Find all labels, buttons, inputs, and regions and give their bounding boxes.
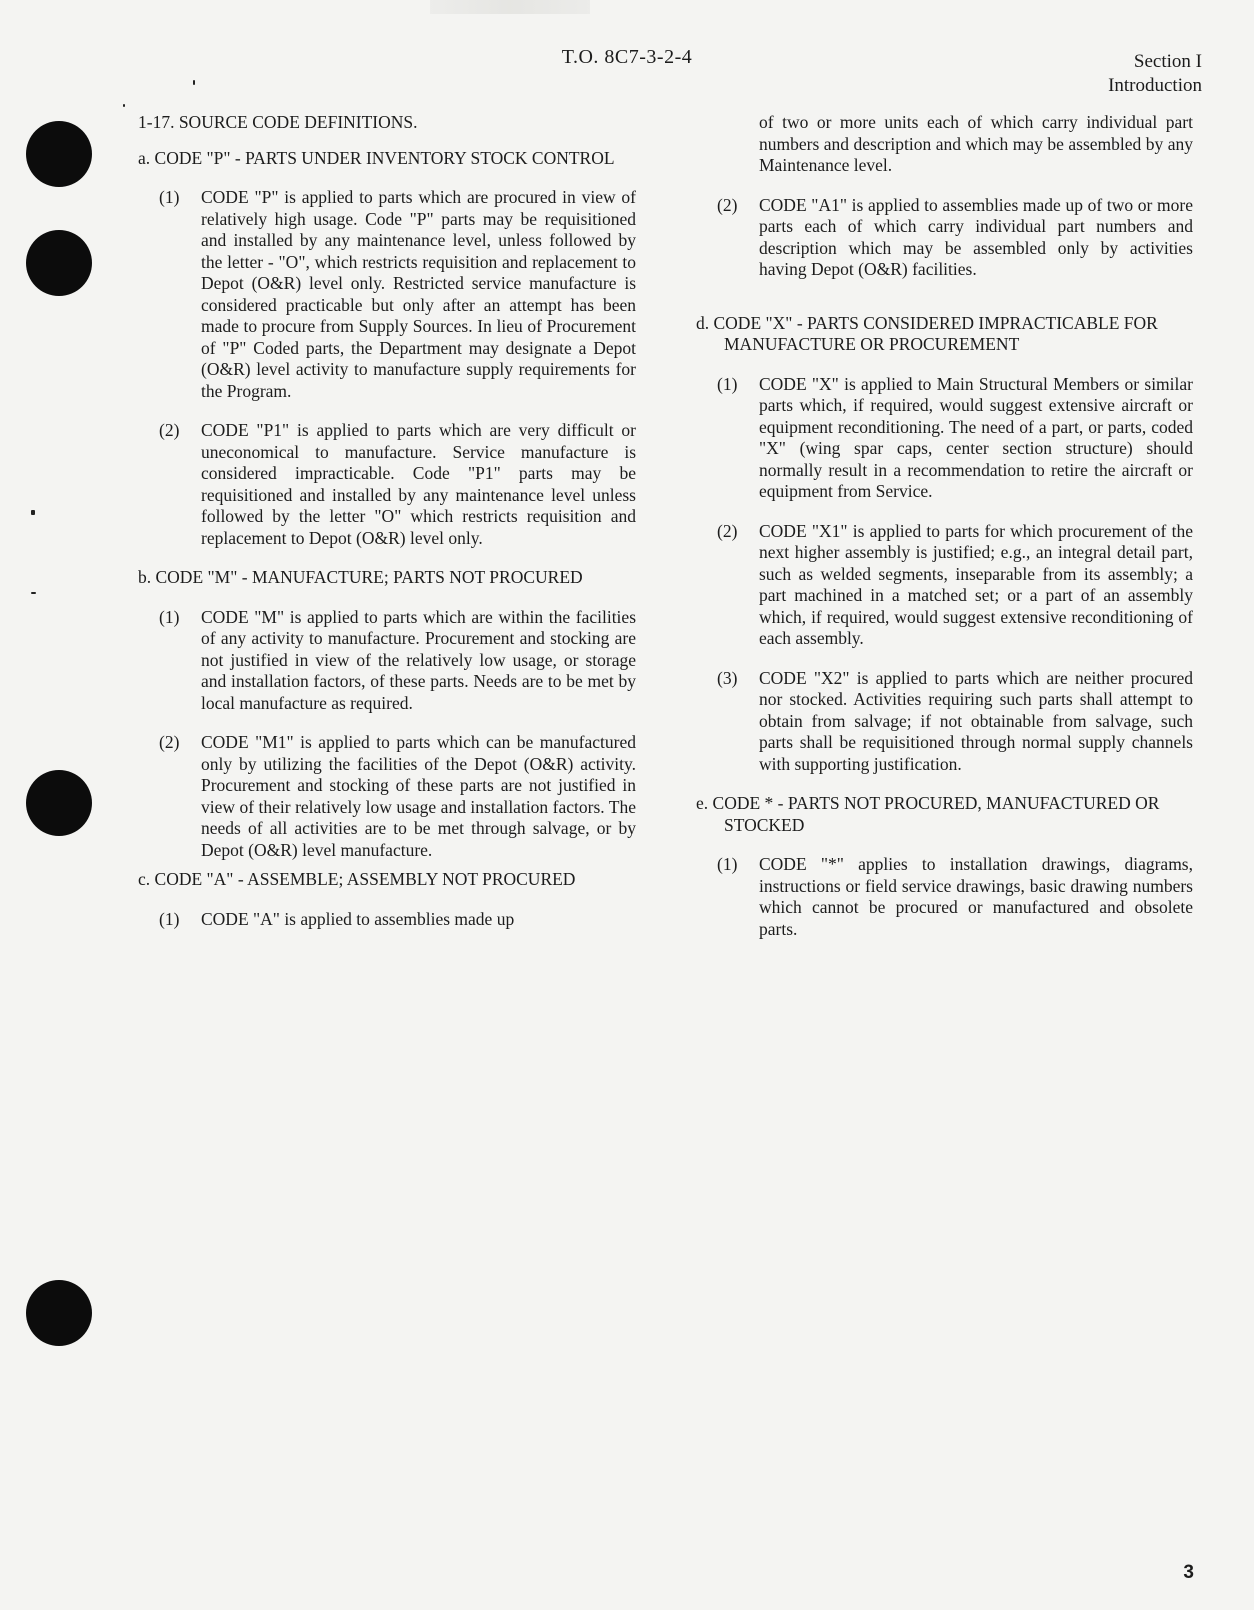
paragraph-c1 xyxy=(159,909,636,931)
paragraph-text: CODE "A1" is applied to assemblies made up of two or more parts each of which carry individual part numbers and description which may be assembled only by activities having Depot (O&R) facilities. xyxy=(759,194,1193,279)
paragraph-d1 xyxy=(717,374,1193,503)
subheading-b: b. CODE "M" - MANUFACTURE; PARTS NOT PROCURED xyxy=(138,567,583,587)
paragraph-text: CODE "P" is applied to parts which are procured in view of relatively high usage. Code "P" parts may be requisitioned and installed by any maintenance level, unless followed by the letter - "O", which restricts requisition and replacement to Depot (O&R) level only. Restricted service manufacture is considered practicable but only after an attempt has been made to procure from Supply Sources. In lieu of Procurement of "P" Coded parts, the Department may designate a Depot (O&R) level activity to manufacture supply requirements for the Program. xyxy=(201,187,636,401)
paragraph-d3 xyxy=(717,668,1193,776)
scan-speck xyxy=(193,80,195,85)
document-number: T.O. 8C7-3-2-4 xyxy=(561,46,693,68)
paragraph-a2 xyxy=(159,420,636,549)
section-label: Section I xyxy=(1133,51,1202,72)
paragraph-b1 xyxy=(159,607,636,715)
scan-speck xyxy=(31,592,36,594)
scan-speck xyxy=(123,104,125,107)
subheading-c: c. CODE "A" - ASSEMBLE; ASSEMBLY NOT PROCURED xyxy=(138,869,576,889)
paragraph-a1 xyxy=(159,187,636,402)
paragraph-text: CODE "M" is applied to parts which are within the facilities of any activity to manufacture. Procurement and stocking are not justified in view of the relatively low usage, or storage and installation factors, of these parts. Needs are to be met by local manufacture as required. xyxy=(201,606,636,713)
section-title: Introduction xyxy=(1108,75,1202,96)
item-number: (2) xyxy=(159,732,180,752)
left-column xyxy=(138,112,636,948)
scan-speck xyxy=(31,510,35,515)
page-number: 3 xyxy=(1183,1562,1194,1583)
subheading-a: a. CODE "P" - PARTS UNDER INVENTORY STOCK CONTROL xyxy=(138,147,615,168)
binder-hole-1 xyxy=(26,121,92,187)
item-number: (1) xyxy=(159,606,180,627)
paragraph-b2 xyxy=(159,732,636,861)
scan-artifact xyxy=(430,0,590,14)
right-column xyxy=(696,112,1193,958)
paragraph-heading: 1-17. SOURCE CODE DEFINITIONS. xyxy=(138,112,418,132)
paragraph-d2 xyxy=(717,521,1193,650)
paragraph-c1-continued: of two or more units each of which carry individual part numbers and description and which may be assembled by any Maintenance level. xyxy=(759,112,1193,175)
item-number: (3) xyxy=(717,667,738,688)
item-number: (1) xyxy=(717,854,738,874)
paragraph-e1 xyxy=(717,854,1193,940)
binder-hole-3 xyxy=(26,770,92,836)
item-number: (2) xyxy=(717,520,738,541)
item-number: (1) xyxy=(159,908,180,929)
item-number: (1) xyxy=(159,187,180,207)
paragraph-text: CODE "P1" is applied to parts which are very difficult or uneconomical to manufacture. Service manufacture is considered impracticable. Code "P1" parts may be requisitioned and installed by any maintenance level unless followed by the letter "O" which restricts requisition and replacement to Depot (O&R) level only. xyxy=(201,420,636,548)
subheading-d: d. CODE "X" - PARTS CONSIDERED IMPRACTICABLE FOR MANUFACTURE OR PROCUREMENT xyxy=(696,312,1158,354)
subheading-e: e. CODE * - PARTS NOT PROCURED, MANUFACTURED OR STOCKED xyxy=(696,793,1160,835)
paragraph-text: CODE "A" is applied to assemblies made up xyxy=(201,908,515,929)
item-number: (1) xyxy=(717,373,738,394)
paragraph-c2 xyxy=(717,195,1193,281)
item-number: (2) xyxy=(717,194,738,215)
section-header xyxy=(1108,50,1202,98)
paragraph-text: CODE "X" is applied to Main Structural Members or similar parts which, if required, would suggest extensive aircraft or equipment reconditioning. The need of a part, or parts, coded "X" (wing spar caps, center section structure) should normally result in a recommendation to retire the aircraft or equipment from Service. xyxy=(759,373,1193,501)
paragraph-text: CODE "*" applies to installation drawings, diagrams, instructions or field service drawings, basic drawing numbers which cannot be procured or manufactured and obsolete parts. xyxy=(759,854,1193,939)
paragraph-text: CODE "X1" is applied to parts for which procurement of the next higher assembly is justified; e.g., an integral detail part, such as welded segments, inseparable from its assembly; a part machined in a matched set; or a part of an assembly which, if required, would suggest extensive reconditioning of each assembly. xyxy=(759,520,1193,648)
paragraph-text: CODE "M1" is applied to parts which can be manufactured only by utilizing the facilities of the Depot (O&R) activity. Procurement and stocking of these parts are not justified in view of their relatively low usage and installation factors. The needs of all activities are to be met through salvage, or by Depot (O&R) level manufacture. xyxy=(201,732,636,860)
paragraph-text: CODE "X2" is applied to parts which are neither procured nor stocked. Activities requiring such parts shall attempt to obtain from salvage; if not obtainable from salvage, such parts shall be requisitioned through normal supply channels with supporting justification. xyxy=(759,667,1193,774)
binder-hole-2 xyxy=(26,230,92,296)
binder-hole-4 xyxy=(26,1280,92,1346)
item-number: (2) xyxy=(159,420,180,440)
